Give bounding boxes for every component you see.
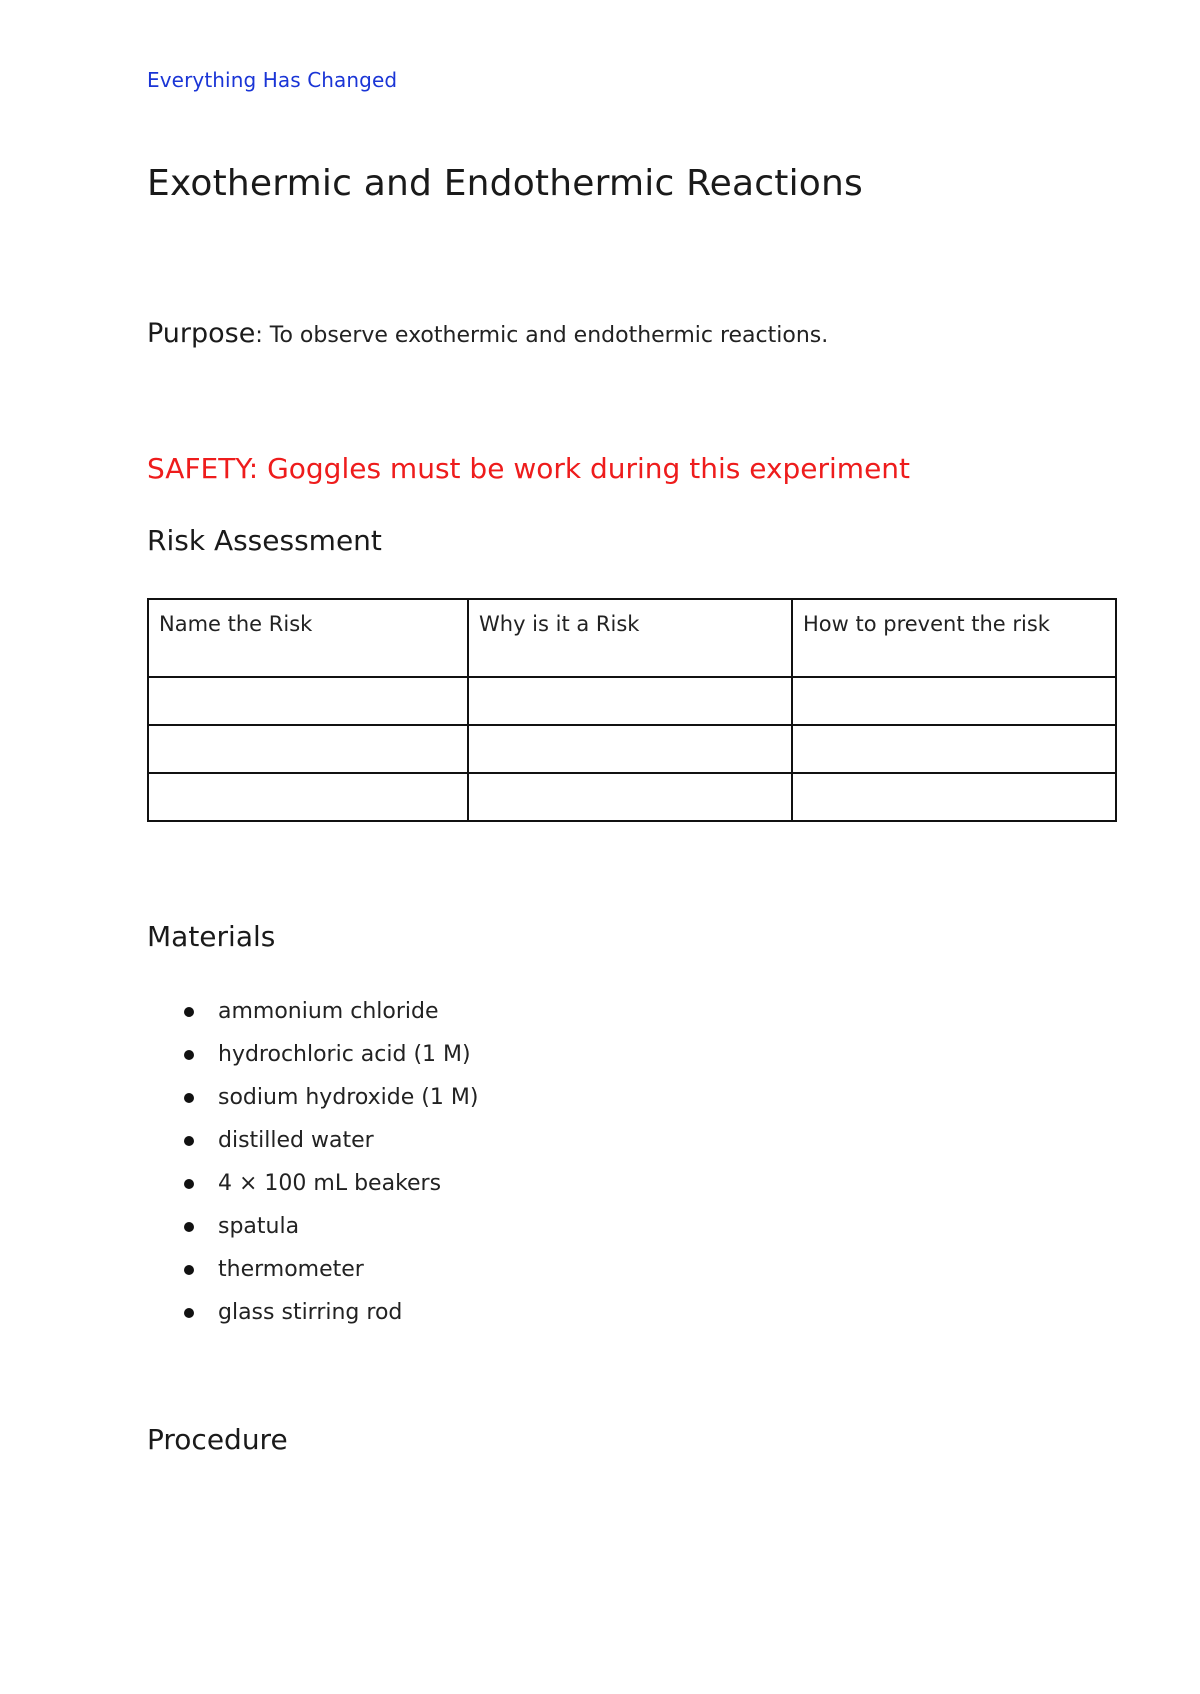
bullet-icon — [184, 1308, 194, 1318]
risk-assessment-table — [147, 598, 1117, 822]
safety-warning: SAFETY: Goggles must be work during this experiment — [147, 452, 911, 485]
purpose-label: Purpose — [147, 318, 256, 349]
table-cell[interactable] — [148, 773, 468, 821]
table-row — [148, 677, 1116, 725]
purpose-line — [147, 318, 828, 349]
list-item — [180, 1205, 478, 1248]
list-item-label: sodium hydroxide (1 M) — [218, 1085, 479, 1110]
table-cell[interactable] — [792, 725, 1116, 773]
list-item-label: hydrochloric acid (1 M) — [218, 1042, 471, 1067]
bullet-icon — [184, 1222, 194, 1232]
list-item-label: 4 × 100 mL beakers — [218, 1171, 442, 1196]
table-header-row — [148, 599, 1116, 677]
list-item — [180, 990, 478, 1033]
bullet-icon — [184, 1050, 194, 1060]
list-item-label: thermometer — [218, 1257, 364, 1282]
risk-assessment-heading: Risk Assessment — [147, 524, 382, 557]
list-item — [180, 1162, 478, 1205]
table-cell[interactable] — [468, 725, 792, 773]
list-item — [180, 1291, 478, 1334]
table-row — [148, 725, 1116, 773]
list-item — [180, 1248, 478, 1291]
table-cell[interactable] — [792, 677, 1116, 725]
list-item — [180, 1119, 478, 1162]
materials-heading: Materials — [147, 920, 276, 953]
table-cell[interactable] — [792, 773, 1116, 821]
document-title: Exothermic and Endothermic Reactions — [147, 163, 864, 204]
list-item — [180, 1033, 478, 1076]
column-header-why-risk: Why is it a Risk — [468, 599, 792, 677]
table-cell[interactable] — [468, 773, 792, 821]
bullet-icon — [184, 1093, 194, 1103]
table-cell[interactable] — [148, 677, 468, 725]
list-item-label: glass stirring rod — [218, 1300, 403, 1325]
column-header-prevent-risk: How to prevent the risk — [792, 599, 1116, 677]
bullet-icon — [184, 1007, 194, 1017]
table-cell[interactable] — [468, 677, 792, 725]
table-cell[interactable] — [148, 725, 468, 773]
header-link[interactable]: Everything Has Changed — [147, 68, 398, 92]
table-row — [148, 773, 1116, 821]
bullet-icon — [184, 1179, 194, 1189]
materials-list — [180, 990, 478, 1334]
procedure-heading: Procedure — [147, 1423, 288, 1456]
bullet-icon — [184, 1265, 194, 1275]
list-item-label: ammonium chloride — [218, 999, 439, 1024]
list-item-label: spatula — [218, 1214, 300, 1239]
column-header-name-risk: Name the Risk — [148, 599, 468, 677]
bullet-icon — [184, 1136, 194, 1146]
list-item-label: distilled water — [218, 1128, 374, 1153]
purpose-text: : To observe exothermic and endothermic reactions. — [255, 323, 829, 348]
list-item — [180, 1076, 478, 1119]
